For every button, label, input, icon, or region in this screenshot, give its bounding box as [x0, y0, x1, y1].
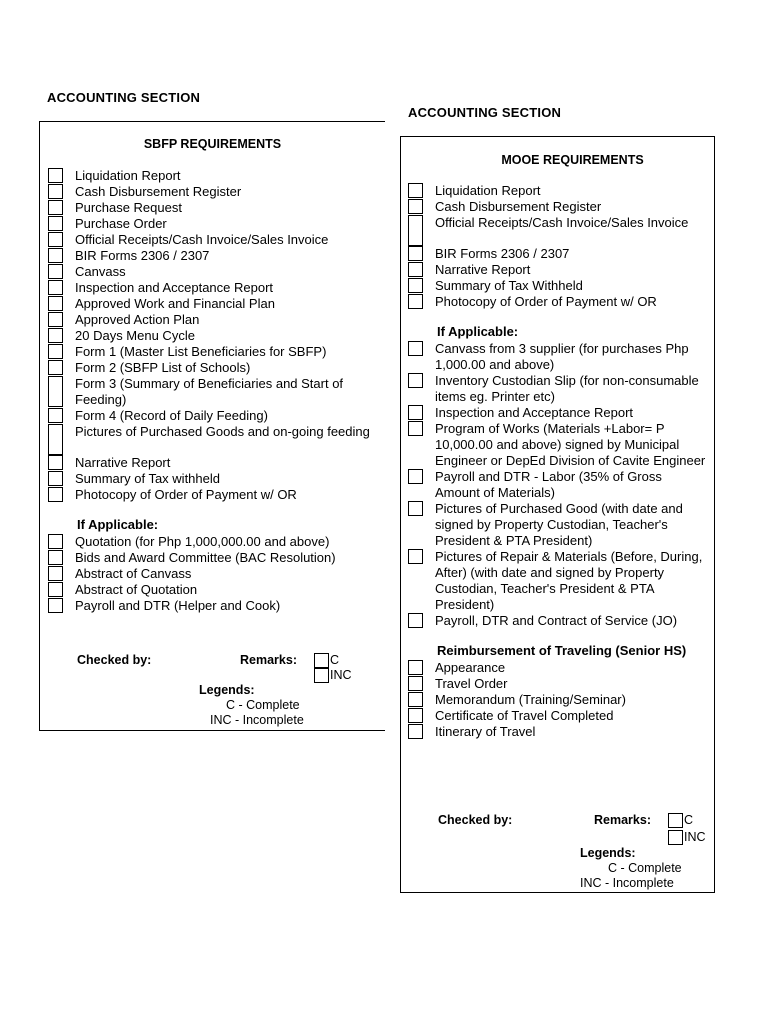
mooe-remarks-label: Remarks:	[594, 813, 651, 827]
remark-c-label: C	[684, 813, 694, 827]
checklist-item: Cash Disbursement Register	[48, 184, 378, 200]
checklist-item: Form 4 (Record of Daily Feeding)	[48, 408, 378, 424]
checklist-item: Pictures of Purchased Good (with date and signed by Property Custodian, Teacher's President & PTA President)	[408, 501, 708, 549]
checkbox[interactable]	[48, 296, 63, 311]
checklist-item: Official Receipts/Cash Invoice/Sales Invoice	[48, 232, 378, 248]
checklist-item: Liquidation Report	[408, 183, 708, 199]
checklist-item: Memorandum (Training/Seminar)	[408, 692, 708, 708]
mooe-checked-by: Checked by:	[438, 813, 513, 827]
legend-complete: C - Complete	[226, 698, 300, 712]
checklist-item: Cash Disbursement Register	[408, 199, 708, 215]
sbfp-checklist	[48, 168, 378, 614]
checkbox[interactable]	[408, 501, 423, 516]
checklist-item: Photocopy of Order of Payment w/ OR	[408, 294, 708, 310]
checklist-item: Official Receipts/Cash Invoice/Sales Invoice	[408, 215, 708, 246]
right-section-heading: ACCOUNTING SECTION	[408, 105, 562, 120]
checkbox[interactable]	[408, 294, 423, 309]
checkbox[interactable]	[408, 278, 423, 293]
checklist-item: Approved Action Plan	[48, 312, 378, 328]
checklist-item: Pictures of Purchased Goods and on-going feeding	[48, 424, 378, 455]
checklist-item: Liquidation Report	[48, 168, 378, 184]
checkbox[interactable]	[48, 487, 63, 502]
checklist-item: Appearance	[408, 660, 708, 676]
checklist-item: Inspection and Acceptance Report	[408, 405, 708, 421]
sbfp-checked-by: Checked by:	[77, 653, 152, 667]
checkbox[interactable]	[48, 280, 63, 295]
checkbox[interactable]	[48, 248, 63, 263]
checklist-item: Inventory Custodian Slip (for non-consumable items eg. Printer etc)	[408, 373, 708, 405]
checkbox[interactable]	[48, 424, 63, 455]
checkbox[interactable]	[408, 724, 423, 739]
checkbox[interactable]	[48, 550, 63, 565]
checkbox[interactable]	[408, 549, 423, 564]
remark-inc-label: INC	[330, 668, 352, 682]
checklist-item: Summary of Tax Withheld	[408, 278, 708, 294]
checkbox[interactable]	[408, 692, 423, 707]
checkbox[interactable]	[48, 216, 63, 231]
checklist-item: Narrative Report	[48, 455, 378, 471]
checkbox[interactable]	[48, 376, 63, 407]
checklist-item: Canvass from 3 supplier (for purchases Php 1,000.00 and above)	[408, 341, 708, 373]
remark-complete-checkbox[interactable]	[668, 813, 683, 828]
checklist-item: BIR Forms 2306 / 2307	[48, 248, 378, 264]
checkbox[interactable]	[408, 613, 423, 628]
mooe-checklist	[408, 183, 708, 740]
checkbox[interactable]	[48, 168, 63, 183]
mooe-legends-label: Legends:	[580, 846, 636, 860]
checklist-item: Pictures of Repair & Materials (Before, During, After) (with date and signed by Property Custodian, Teacher's President & PTA President)	[408, 549, 708, 613]
checkbox[interactable]	[408, 262, 423, 277]
checkbox[interactable]	[408, 660, 423, 675]
checklist-item: Certificate of Travel Completed	[408, 708, 708, 724]
checkbox[interactable]	[48, 598, 63, 613]
checkbox[interactable]	[48, 566, 63, 581]
legend-complete: C - Complete	[608, 861, 682, 875]
checklist-item: Form 3 (Summary of Beneficiaries and Start of Feeding)	[48, 376, 378, 408]
checklist-item: Quotation (for Php 1,000,000.00 and above)	[48, 534, 378, 550]
checkbox[interactable]	[408, 676, 423, 691]
checkbox[interactable]	[48, 344, 63, 359]
mooe-if-applicable-heading: If Applicable:	[437, 324, 519, 339]
checkbox[interactable]	[48, 232, 63, 247]
checklist-item: Abstract of Canvass	[48, 566, 378, 582]
checklist-item: Canvass	[48, 264, 378, 280]
checkbox[interactable]	[48, 360, 63, 375]
checkbox[interactable]	[408, 341, 423, 356]
legend-incomplete: INC - Incomplete	[580, 876, 674, 890]
checklist-item: Payroll and DTR (Helper and Cook)	[48, 598, 378, 614]
checklist-item: Summary of Tax withheld	[48, 471, 378, 487]
checkbox[interactable]	[48, 184, 63, 199]
checklist-item: Purchase Request	[48, 200, 378, 216]
checkbox[interactable]	[48, 408, 63, 423]
checklist-item: Purchase Order	[48, 216, 378, 232]
mooe-requirements-panel	[400, 136, 715, 893]
checklist-item: Inspection and Acceptance Report	[48, 280, 378, 296]
checkbox[interactable]	[48, 582, 63, 597]
sbfp-remarks-label: Remarks:	[240, 653, 297, 667]
sbfp-title: SBFP REQUIREMENTS	[143, 137, 282, 151]
checkbox[interactable]	[48, 455, 63, 470]
checklist-item: Payroll and DTR - Labor (35% of Gross Amount of Materials)	[408, 469, 708, 501]
checkbox[interactable]	[408, 246, 423, 261]
checklist-item: 20 Days Menu Cycle	[48, 328, 378, 344]
checkbox[interactable]	[408, 373, 423, 388]
checklist-item: BIR Forms 2306 / 2307	[408, 246, 708, 262]
remark-c-label: C	[330, 653, 340, 667]
checkbox[interactable]	[48, 328, 63, 343]
checkbox[interactable]	[408, 215, 423, 246]
reimbursement-heading: Reimbursement of Traveling (Senior HS)	[437, 643, 687, 658]
remark-inc-label: INC	[684, 830, 706, 844]
checkbox[interactable]	[408, 199, 423, 214]
checkbox[interactable]	[48, 200, 63, 215]
checklist-item: Program of Works (Materials +Labor= P 10,000.00 and above) signed by Municipal Engineer or DepEd Division of Cavite Engineer	[408, 421, 708, 469]
checkbox[interactable]	[408, 405, 423, 420]
checklist-item: Bids and Award Committee (BAC Resolution)	[48, 550, 378, 566]
checklist-item: Approved Work and Financial Plan	[48, 296, 378, 312]
checkbox[interactable]	[408, 421, 423, 436]
legend-incomplete: INC - Incomplete	[210, 713, 304, 727]
checkbox[interactable]	[48, 312, 63, 327]
checklist-item: Photocopy of Order of Payment w/ OR	[48, 487, 378, 503]
left-section-heading: ACCOUNTING SECTION	[47, 90, 201, 105]
checklist-item: Narrative Report	[408, 262, 708, 278]
checkbox[interactable]	[48, 471, 63, 486]
remark-incomplete-checkbox[interactable]	[314, 668, 329, 683]
checklist-item: Travel Order	[408, 676, 708, 692]
remark-incomplete-checkbox[interactable]	[668, 830, 683, 845]
checklist-item: Payroll, DTR and Contract of Service (JO)	[408, 613, 708, 629]
checkbox[interactable]	[408, 469, 423, 484]
checkbox[interactable]	[48, 534, 63, 549]
sbfp-if-applicable-heading: If Applicable:	[77, 517, 159, 532]
sbfp-requirements-panel	[39, 121, 385, 731]
remark-complete-checkbox[interactable]	[314, 653, 329, 668]
checkbox[interactable]	[48, 264, 63, 279]
checklist-item: Form 2 (SBFP List of Schools)	[48, 360, 378, 376]
checklist-item: Abstract of Quotation	[48, 582, 378, 598]
checkbox[interactable]	[408, 708, 423, 723]
mooe-title: MOOE REQUIREMENTS	[501, 153, 644, 167]
checklist-item: Itinerary of Travel	[408, 724, 708, 740]
sbfp-legends-label: Legends:	[199, 683, 255, 697]
checkbox[interactable]	[408, 183, 423, 198]
checklist-item: Form 1 (Master List Beneficiaries for SBFP)	[48, 344, 378, 360]
